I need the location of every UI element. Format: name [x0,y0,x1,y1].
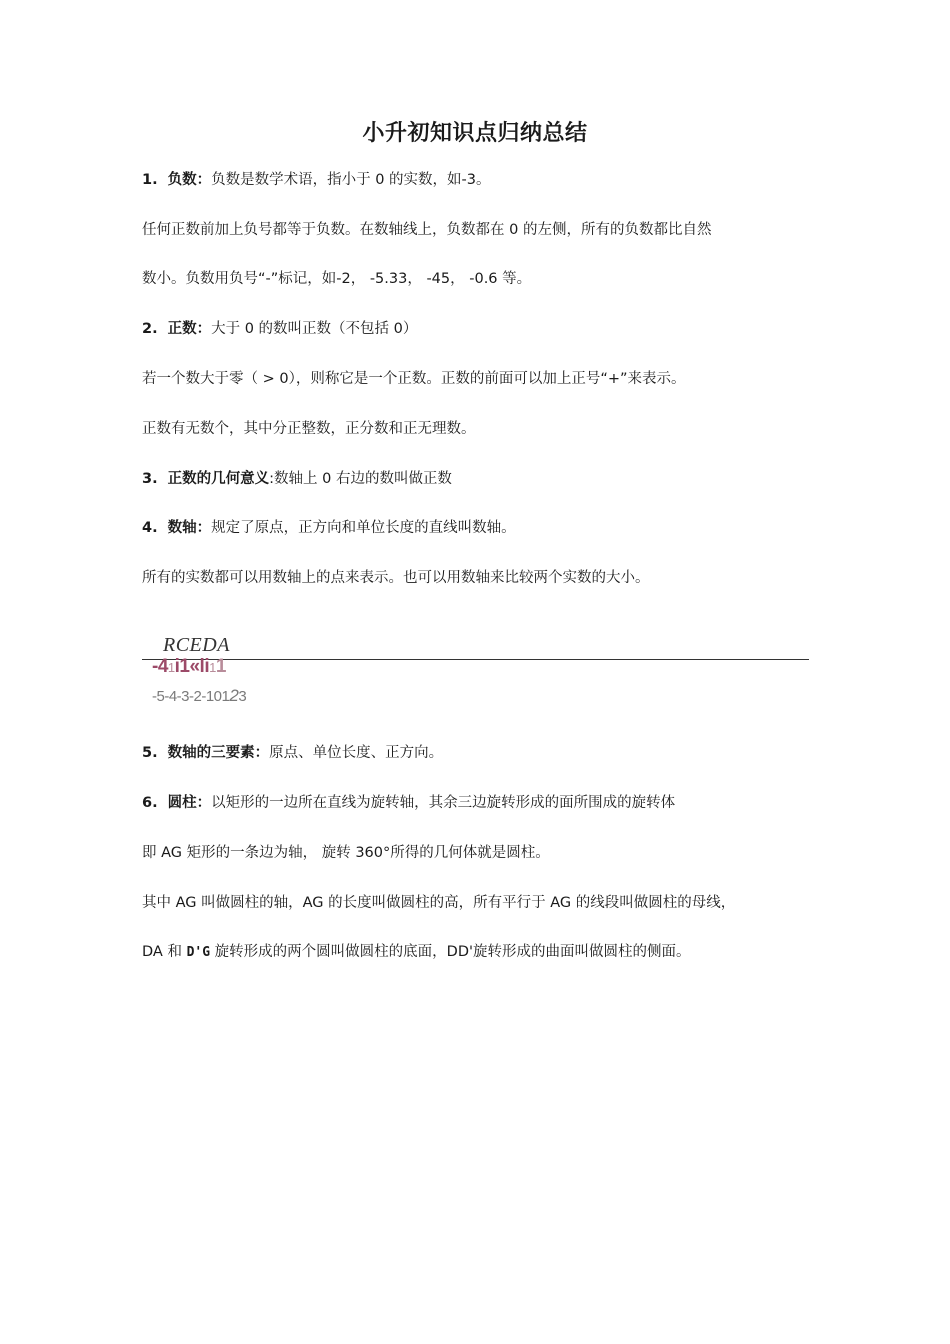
tick-label-group: -5-4-3-2-101 [152,688,230,705]
section-term: 圆柱： [167,795,212,811]
number-line-numbers [152,686,246,706]
section-number: 4. [142,520,158,536]
section-3-heading [142,469,822,489]
section-number: 5. [142,745,158,761]
tick-fragment: i1«li [174,656,210,677]
text-fragment: 旋转形成的两个圆叫做圆柱的底面，DD'旋转形成的曲面叫做圆柱的侧面。 [210,944,691,960]
number-line-point-labels: RCEDA [163,634,230,656]
section-definition: 原点、单位长度、正方向。 [269,745,444,761]
paragraph: 任何正数前加上负号都等于负数。在数轴线上，负数都在 0 的左侧，所有的负数都比自然 [142,222,712,238]
section-definition: :数轴上 0 右边的数叫做正数 [269,471,452,487]
section-term: 数轴的三要素： [167,745,270,761]
number-line-axis [142,659,809,660]
section-term: 正数： [167,321,212,337]
paragraph [142,942,822,963]
number-line-tick-marks [152,656,226,678]
section-term: 负数： [167,172,212,188]
paragraph: 正数有无数个，其中分正整数，正分数和正无理数。 [142,421,476,437]
tick-fragment: -4 [152,656,168,677]
paragraph: 所有的实数都可以用数轴上的点来表示。也可以用数轴来比较两个实数的大小。 [142,570,650,586]
section-6-heading [142,793,822,813]
text-fragment: DA 和 [142,944,187,960]
section-definition: 以矩形的一边所在直线为旋转轴，其余三边旋转形成的面所围成的旋转体 [211,795,676,811]
paragraph: 即 AG 矩形的一条边为轴， 旋转 360°所得的几何体就是圆柱。 [142,845,550,861]
tick-fragment: 1 [209,660,216,675]
paragraph: 其中 AG 叫做圆柱的轴，AG 的长度叫做圆柱的高，所有平行于 AG 的线段叫做圆柱的母线， [142,895,736,911]
paragraph: 数小。负数用负号“-”标记，如-2， -5.33， -45， -0.6 等。 [142,271,532,287]
section-1-heading [142,170,822,190]
tick-fragment: 1 [167,660,175,675]
paragraph: 若一个数大于零（ > 0），则称它是一个正数。正数的前面可以加上正号“+”来表示。 [142,371,686,387]
section-definition: 负数是数学术语，指小于 0 的实数，如-3。 [211,172,491,188]
section-term: 数轴： [167,520,212,536]
segment-label: D'G [186,945,211,960]
tick-label: 3 [238,688,247,705]
section-definition: 大于 0 的数叫正数（不包括 0） [211,321,418,337]
section-2-heading [142,319,822,339]
page-title: 小升初知识点归纳总结 [362,121,588,146]
section-5-heading [142,743,822,763]
section-definition: 规定了原点，正方向和单位长度的直线叫数轴。 [211,520,516,536]
section-number: 3. [142,471,158,487]
section-term: 正数的几何意义 [167,471,270,487]
section-4-heading [142,518,822,538]
tick-fragment: 1 [215,656,226,677]
section-number: 2. [142,321,158,337]
tick-label: 2 [229,686,239,705]
section-number: 1. [142,172,158,188]
section-number: 6. [142,795,158,811]
